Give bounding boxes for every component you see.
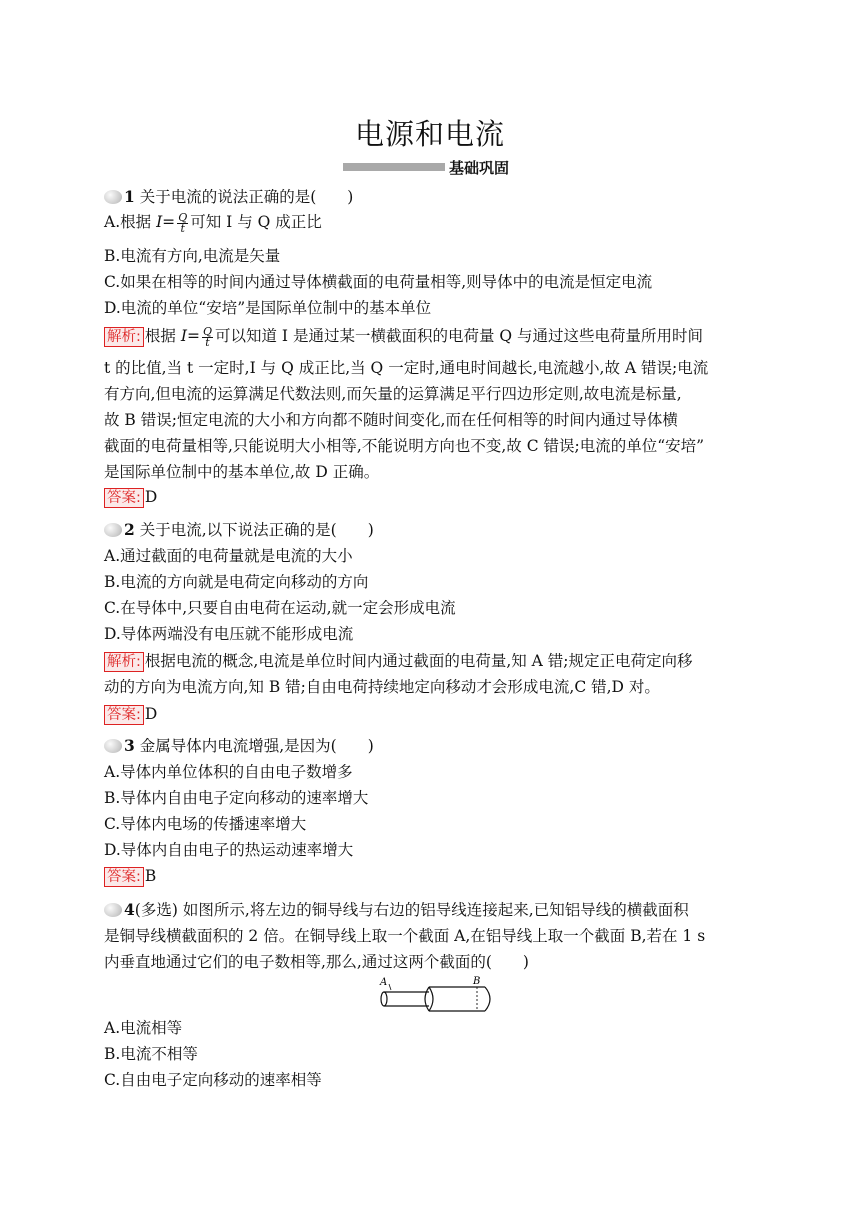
question-3-stem: 3 金属导体内电流增强,是因为( ) — [104, 736, 374, 756]
question-marker-icon — [104, 523, 122, 537]
answer-tag: 答案: — [104, 488, 144, 508]
q2-answer: 答案: D — [104, 704, 157, 725]
q1-answer: 答案: D — [104, 487, 157, 508]
question-marker-icon — [104, 739, 122, 753]
q4-option-b: B.电流不相等 — [104, 1045, 198, 1063]
analysis-tag: 解析: — [104, 327, 144, 347]
page-title: 电源和电流 — [354, 117, 505, 151]
q4-option-a: A.电流相等 — [104, 1019, 183, 1037]
q1-analysis-line-6: 是国际单位制中的基本单位,故 D 正确。 — [104, 463, 380, 481]
q2-analysis-line-2: 动的方向为电流方向,知 B 错;自由电荷持续地定向移动才会形成电流,C 错,D 对。 — [104, 678, 660, 696]
q2-option-c: C.在导体中,只要自由电荷在运动,就一定会形成电流 — [104, 599, 456, 617]
q3-option-d: D.导体内自由电子的热运动速率增大 — [104, 841, 354, 859]
section-label: 基础巩固 — [449, 158, 510, 177]
q3-answer: 答案: B — [104, 866, 156, 887]
analysis-tag: 解析: — [104, 652, 144, 672]
q4-option-c: C.自由电子定向移动的速率相等 — [104, 1071, 322, 1089]
q4-stem-line-2: 是铜导线横截面积的 2 倍。在铜导线上取一个截面 A,在铝导线上取一个截面 B,若在 1 s — [104, 927, 706, 945]
q2-analysis-line-1: 解析: 根据电流的概念,电流是单位时间内通过截面的电荷量,知 A 错;规定正电荷定向移 — [104, 651, 693, 672]
q1-option-c: C.如果在相等的时间内通过导体横截面的电荷量相等,则导体中的电流是恒定电流 — [104, 273, 653, 291]
fraction-q-over-t: $\frac{Q}{t}$ — [178, 210, 188, 235]
q1-analysis-line-4: 故 B 错误;恒定电流的大小和方向都不随时间变化,而在任何相等的时间内通过导体横 — [104, 411, 678, 429]
label-a: A — [380, 977, 388, 988]
q1-option-d: D.电流的单位“安培”是国际单位制中的基本单位 — [104, 299, 432, 317]
wire-diagram — [377, 976, 497, 1020]
label-b: B — [473, 976, 481, 987]
fraction-q-over-t: $\frac{Q}{t}$ — [202, 324, 212, 349]
section-header — [343, 157, 509, 177]
answer-tag: 答案: — [104, 867, 144, 887]
q3-option-a: A.导体内单位体积的自由电子数增多 — [104, 763, 353, 781]
question-text: 关于电流的说法正确的是( ) — [139, 188, 354, 206]
q3-option-c: C.导体内电场的传播速率增大 — [104, 815, 307, 833]
q1-analysis-line-5: 截面的电荷量相等,只能说明大小相等,不能说明方向也不变,故 C 错误;电流的单位“安培” — [104, 437, 705, 455]
q2-option-d: D.导体两端没有电压就不能形成电流 — [104, 625, 354, 643]
q4-stem-line-3: 内垂直地通过它们的电子数相等,那么,通过这两个截面的( ) — [104, 953, 529, 971]
q1-analysis-line-3: 有方向,但电流的运算满足代数法则,而矢量的运算满足平行四边形定则,故电流是标量, — [104, 385, 682, 403]
question-4-stem: 4(多选) 如图所示,将左边的铜导线与右边的铝导线连接起来,已知铝导线的横截面积 — [104, 900, 689, 920]
question-1-stem — [104, 187, 353, 207]
question-number: 1 — [124, 187, 135, 206]
section-bar — [343, 163, 445, 171]
answer-tag: 答案: — [104, 705, 144, 725]
copper-wire — [384, 992, 429, 1006]
question-marker-icon — [104, 903, 122, 917]
q1-option-b: B.电流有方向,电流是矢量 — [104, 247, 281, 265]
question-marker-icon — [104, 190, 122, 204]
q1-analysis-line-1: 解析: 根据 I= $\frac{Q}{t}$ 可以知道 I 是通过某一横截面积的电荷量 Q 与通过这些电荷量所用时间 — [104, 326, 703, 348]
q3-option-b: B.导体内自由电子定向移动的速率增大 — [104, 789, 369, 807]
q1-option-a: A.根据 I= $\frac{Q}{t}$ 可知 I 与 Q 成正比 — [104, 210, 322, 235]
q2-option-a: A.通过截面的电荷量就是电流的大小 — [104, 547, 353, 565]
question-2-stem: 2 关于电流,以下说法正确的是( ) — [104, 520, 374, 540]
q1-analysis-line-2: t 的比值,当 t 一定时,I 与 Q 成正比,当 Q 一定时,通电时间越长,电流越小,故 A 错误;电流 — [104, 359, 709, 377]
q2-option-b: B.电流的方向就是电荷定向移动的方向 — [104, 573, 369, 591]
